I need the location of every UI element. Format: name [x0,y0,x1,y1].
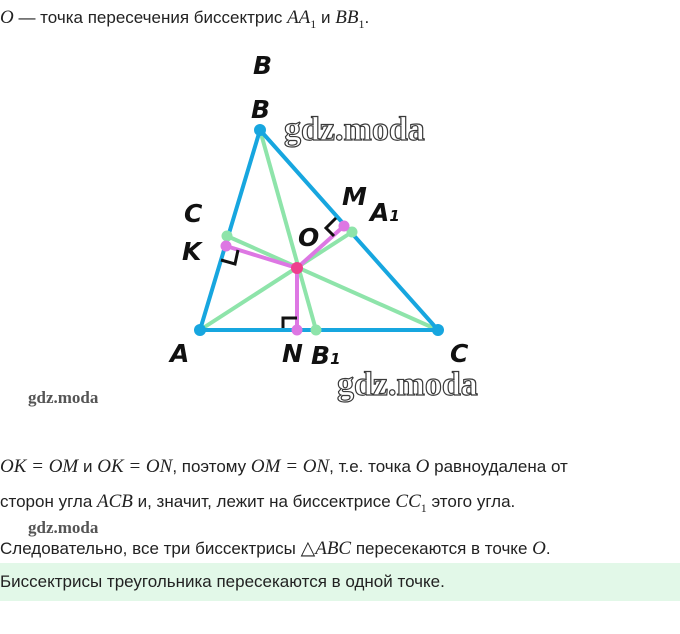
label-b1: B1 [311,341,341,370]
triangle-abc-label: △ABC [300,538,352,559]
label-a: A [170,339,190,368]
point-a [194,324,206,336]
conclusion-highlight: Биссектрисы треугольника пересекаются в одной точке. [0,563,680,601]
point-b [254,124,266,136]
equation-ok-on: OK = ON [97,456,173,477]
label-o: O [298,223,320,252]
point-o [291,262,303,274]
proof-line-2: сторон угла ACB и, значит, лежит на биссектрисе $CC_1$ этого угла. [0,491,516,515]
point-c1 [222,231,233,242]
label-n: N [282,339,303,368]
point-k [221,241,232,252]
proof-line-1: OK = OM и OK = ON, поэтому OM = ON, т.е. точка O равноудалена от [0,456,568,477]
intro-body: — точка пересечения биссектрис [13,8,288,27]
watermark: gdz.moda [337,366,478,403]
bisector-cc1-label: $CC_1$ [395,491,427,515]
label-m: M [342,182,367,211]
point-n [292,325,303,336]
watermark: gdz.moda [28,388,99,407]
point-m [339,221,350,232]
watermark: gdz.moda [284,111,425,148]
label-k: K [182,237,202,266]
point-c [432,324,444,336]
equation-om-on: OM = ON [250,456,330,477]
intro-bisector-2: $BB_1$ [335,7,365,31]
label-c: C [450,339,469,368]
point-b1 [311,325,322,336]
label-a1: A1 [370,198,400,227]
intro-end: . [364,8,370,27]
watermark: gdz.moda [28,518,99,537]
equation-ok-om: OK = OM [0,456,79,477]
intro-bisector-1: $AA_1$ [287,7,317,31]
bisector-cc1 [227,236,438,330]
intro-point: O [0,7,14,28]
label-c1: C [184,199,203,228]
proof-line-3: Следовательно, все три биссектрисы △ABC пересекаются в точке O. [0,538,551,559]
intro-and: и [316,8,336,27]
label-top-cut: B [253,51,273,80]
angle-acb: ACB [97,491,133,512]
label-b: B [251,95,271,124]
